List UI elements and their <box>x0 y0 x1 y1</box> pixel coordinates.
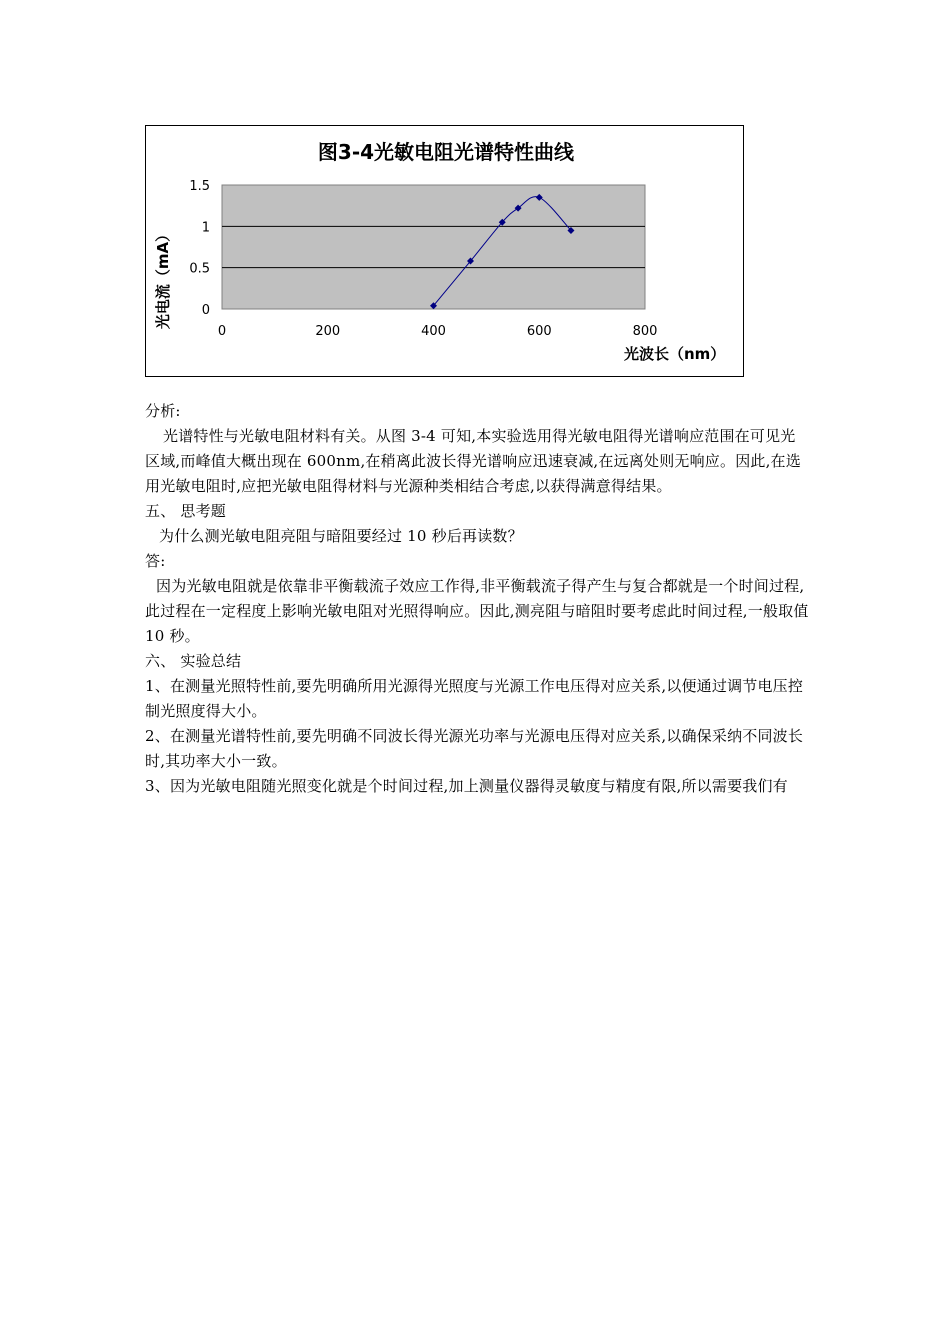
chart-title: 图3-4光敏电阻光谱特性曲线 <box>317 140 575 164</box>
summary-item-2: 2、在测量光谱特性前,要先明确不同波长得光源光功率与光源电压得对应关系,以确保采纳不同波长时,其功率大小一致。 <box>145 727 804 770</box>
x-tick-label: 0 <box>217 324 227 339</box>
summary-item-1: 1、在测量光照特性前,要先明确所用光源得光照度与光源工作电压得对应关系,以便通过调节电压控制光照度得大小。 <box>145 677 804 720</box>
analysis-heading: 分析: <box>145 402 181 420</box>
x-tick-label: 200 <box>315 324 341 339</box>
x-tick-label: 600 <box>526 324 552 339</box>
y-tick-label: 1 <box>201 220 210 236</box>
summary-item-3: 3、因为光敏电阻随光照变化就是个时间过程,加上测量仪器得灵敏度与精度有限,所以需要我们有 <box>145 777 788 795</box>
x-axis-label: 光波长（nm） <box>624 345 726 363</box>
question-text: 为什么测光敏电阻亮阻与暗阻要经过 10 秒后再读数？ <box>159 527 523 545</box>
y-tick-label: 1.5 <box>189 179 210 194</box>
x-tick-label: 800 <box>632 324 658 339</box>
chart-canvas <box>146 126 743 376</box>
x-tick-label: 400 <box>421 324 446 339</box>
y-tick-label: 0.5 <box>189 261 210 277</box>
section-five-heading: 五、 思考题 <box>145 502 226 520</box>
section-six-heading: 六、 实验总结 <box>145 652 242 670</box>
plot-area <box>222 185 645 309</box>
document-body <box>145 399 810 799</box>
spectral-chart <box>145 125 744 377</box>
y-tick-label: 0 <box>201 303 210 318</box>
y-axis-label: 光电流（mA） <box>154 226 172 330</box>
answer-label: 答: <box>145 552 166 570</box>
answer-paragraph: 因为光敏电阻就是依靠非平衡载流子效应工作得,非平衡载流子得产生与复合都就是一个时间过程,此过程在一定程度上影响光敏电阻对光照得响应。因此,测亮阻与暗阻时要考虑此时间过程,一般取值 10 秒。 <box>145 577 809 645</box>
analysis-paragraph: 光谱特性与光敏电阻材料有关。从图 3-4 可知,本实验选用得光敏电阻得光谱响应范围在可见光区域,而峰值大概出现在 600nm,在稍离此波长得光谱响应迅速衰减,在远离处则无响应。因此,在选用光敏电阻时,应把光敏电阻得材料与光源种类相结合考虑,以获得满意得结果。 <box>145 427 801 495</box>
